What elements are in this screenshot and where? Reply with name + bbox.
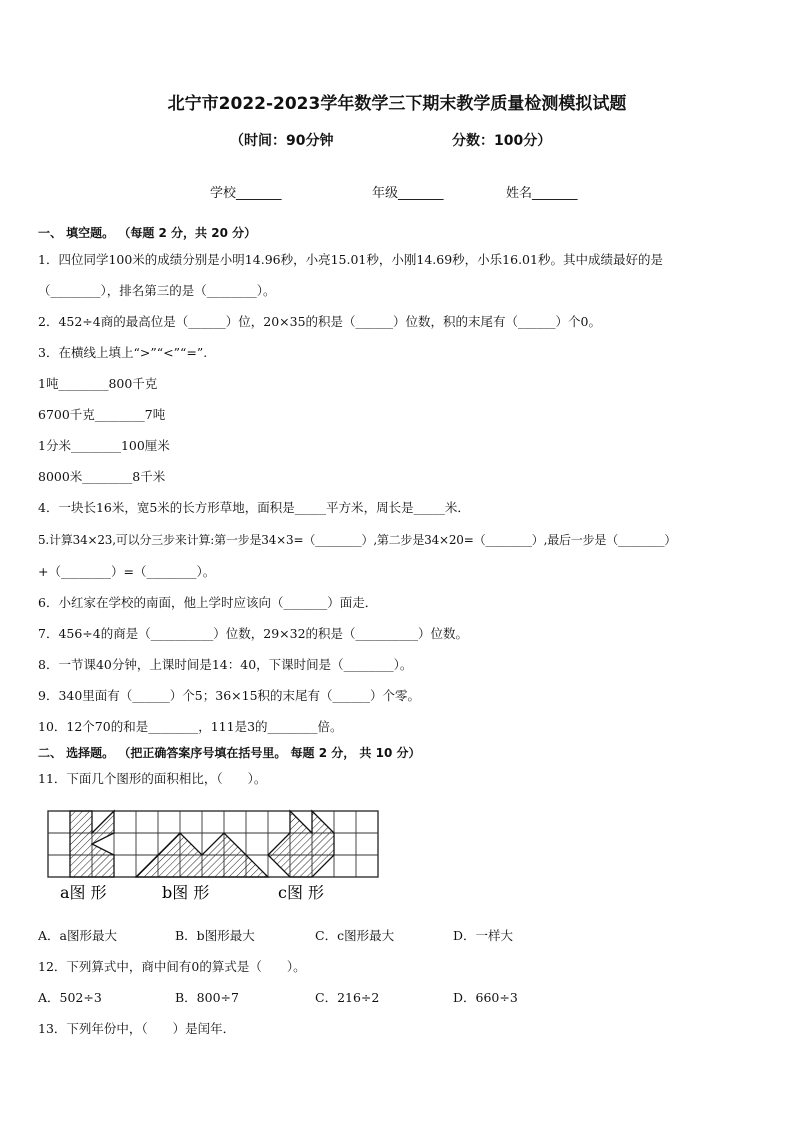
area-comparison-figure	[44, 807, 389, 903]
figure-label-c: c图 形	[278, 883, 325, 902]
section-heading-choice: 二、 选择题。 （把正确答案序号填在括号里。 每题 2 分， 共 10 分）	[38, 746, 421, 760]
option-a[interactable]: A．a图形最大	[38, 928, 117, 943]
option-b[interactable]: B．b图形最大	[175, 928, 255, 943]
school-field: 学校_______	[210, 186, 282, 201]
score-label: 分数：100分）	[452, 133, 552, 149]
option-a[interactable]: A．502÷3	[38, 990, 102, 1005]
time-label: （时间：90分钟	[230, 133, 334, 149]
option-c[interactable]: C．c图形最大	[315, 928, 395, 943]
option-b[interactable]: B．800÷7	[175, 990, 239, 1005]
option-d[interactable]: D．660÷3	[453, 990, 518, 1005]
question-line: 5.计算34×23,可以分三步来计算:第一步是34×3=（________）,第二步是34×20=（________）,最后一步是（________）	[38, 533, 677, 547]
question-line: 2．452÷4商的最高位是（______）位，20×35的积是（______）位数，积的末尾有（______）个0。	[38, 314, 601, 329]
option-c[interactable]: C．216÷2	[315, 990, 380, 1005]
figure-label-b: b图 形	[162, 883, 210, 902]
option-d[interactable]: D．一样大	[453, 928, 514, 943]
grade-field: 年级_______	[372, 186, 444, 201]
shape-a	[70, 811, 114, 877]
question-line: +（________）=（________）。	[38, 564, 216, 579]
question-line: （________），排名第三的是（________）。	[38, 283, 276, 298]
question-line: 7．456÷4的商是（__________）位数，29×32的积是（__________）位数。	[38, 626, 469, 641]
question-line: 10．12个70的和是________，111是3的________倍。	[38, 719, 343, 734]
question-line: 8000米________8千米	[38, 469, 166, 484]
question-line: 3．在横线上填上“>”“<”“=”.	[38, 345, 208, 360]
question-line: 12．下列算式中，商中间有0的算式是（ ）。	[38, 959, 306, 974]
section-heading-fill: 一、 填空题。 （每题 2 分，共 20 分）	[38, 226, 257, 240]
page-title: 北宁市2022-2023学年数学三下期末教学质量检测模拟试题	[167, 94, 627, 114]
question-line: 8．一节课40分钟，上课时间是14：40，下课时间是（________）。	[38, 657, 413, 672]
question-line: 1．四位同学100米的成绩分别是小明14.96秒，小亮15.01秒，小刚14.69秒，小乐16.01秒。其中成绩最好的是	[38, 252, 663, 267]
figure-label-a: a图 形	[60, 883, 107, 902]
question-line: 9．340里面有（______）个5；36×15积的末尾有（______）个零。	[38, 688, 421, 703]
question-line: 11．下面几个图形的面积相比，（ ）。	[38, 771, 267, 786]
question-line: 1吨________800千克	[38, 376, 158, 391]
question-line: 6700千克________7吨	[38, 407, 166, 422]
question-line: 1分米________100厘米	[38, 438, 170, 453]
question-line: 6．小红家在学校的南面，他上学时应该向（_______）面走．	[38, 595, 378, 610]
question-line: 13．下列年份中，（ ）是闰年．	[38, 1021, 236, 1036]
shape-c	[268, 811, 334, 877]
question-line: 4．一块长16米，宽5米的长方形草地，面积是_____平方米，周长是_____米．	[38, 500, 470, 515]
name-field: 姓名_______	[506, 186, 578, 201]
